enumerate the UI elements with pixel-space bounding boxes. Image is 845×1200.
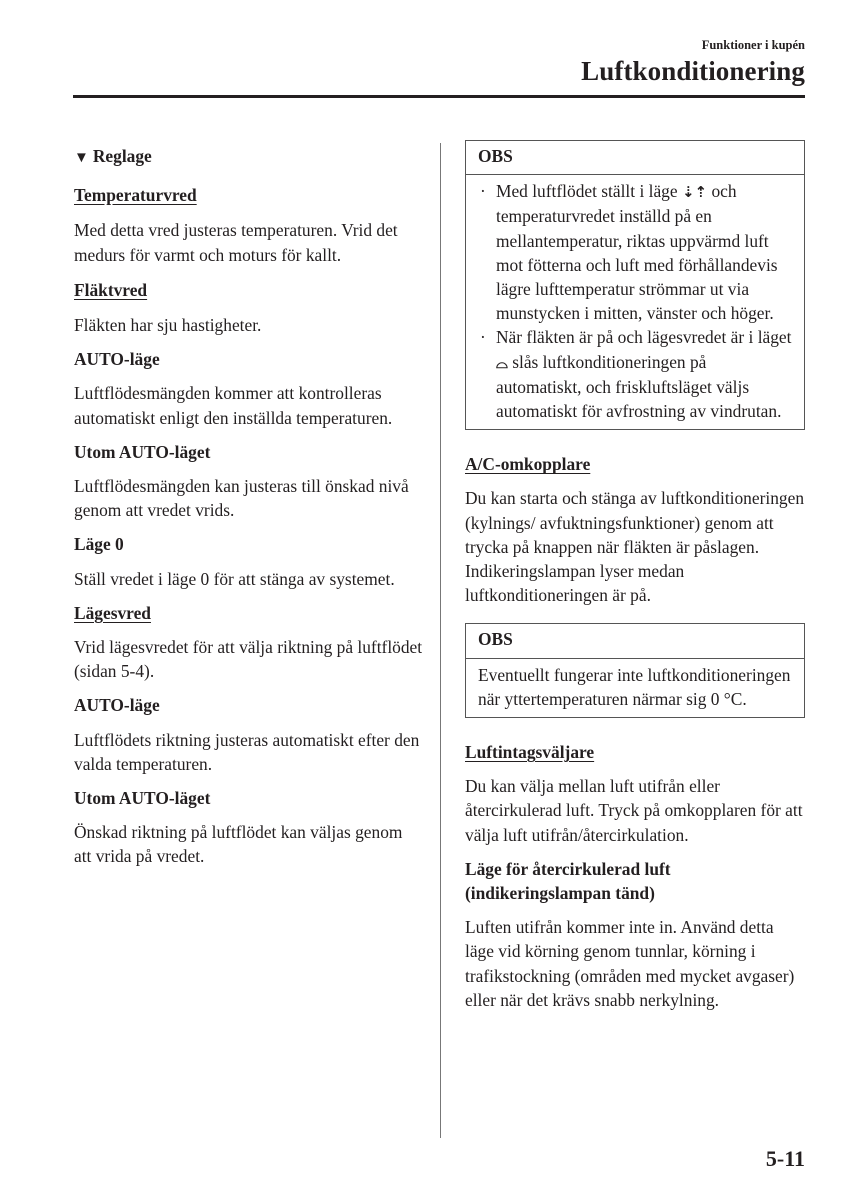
obs-box-2	[465, 623, 805, 718]
section-subtitle: Funktioner i kupén	[701, 38, 805, 52]
outside-auto-title: Utom AUTO-läget	[74, 441, 211, 462]
intake-selector-text: Du kan välja mellan luft utifrån eller återcirkulerad luft. Tryck på omkopplaren för att välja luft utifrån/återcirkulation.	[465, 776, 803, 845]
auto-mode-2-text: Luftflödets riktning justeras automatiskt efter den valda temperaturen.	[74, 729, 420, 774]
ac-switch-text: Du kan starta och stänga av luftkonditioneringen (kylnings/ avfuktningsfunktioner) genom att trycka på knappen när fläkten är påslagen. Indikeringslampan lyser medan luftkonditioneringen är på.	[465, 488, 805, 606]
bullet-dot-icon: ·	[480, 181, 486, 202]
feet-face-airflow-icon: ⇣⇡	[681, 183, 708, 202]
ac-switch-title: A/C-omkopplare	[465, 454, 591, 475]
obs-bullet-2: · När fläkten är på och lägesvredet är i läget ⌓ slås luftkonditioneringen på automatiskt, och friskluftsläget väljs automatiskt för avfrostning av vindrutan.	[478, 325, 792, 423]
obs-box-2-text: Eventuellt fungerar inte luftkonditioneringen när yttertemperaturen närmar sig 0 °C.	[478, 664, 791, 709]
mode-selector-title: Lägesvred	[74, 602, 151, 623]
mode-zero-text: Ställ vredet i läge 0 för att stänga av systemet.	[74, 568, 395, 589]
page-title: Luftkonditionering	[581, 56, 805, 86]
temp-dial-title: Temperaturvred	[74, 185, 197, 206]
obs-bullet-1: · Med luftflödet ställt i läge ⇣⇡ och temperaturvredet inställd på en mellantemperatur, riktas uppvärmd luft mot fötterna och luft med förhållandevis lägre lufttemperatur strömmar ut via munstycken i mitten, vänster och höger.	[478, 179, 792, 325]
bullet-dot-icon: ·	[480, 327, 486, 348]
left-column	[74, 140, 424, 869]
defrost-icon: ⌓	[496, 353, 508, 372]
triangle-down-icon: ▼	[74, 150, 89, 166]
outside-auto-2-title: Utom AUTO-läget	[74, 788, 211, 809]
auto-mode-2-title: AUTO-läge	[74, 695, 160, 716]
fan-dial-title: Fläktvred	[74, 279, 148, 300]
mode-zero-title: Läge 0	[74, 534, 124, 555]
obs-box-1	[465, 140, 805, 430]
auto-mode-title: AUTO-läge	[74, 349, 160, 370]
mode-selector-text: Vrid lägesvredet för att välja riktning på luftflödet (sidan 5-4).	[74, 637, 423, 682]
outside-auto-text: Luftflödesmängden kan justeras till önskad nivå genom att vredet vrids.	[74, 476, 409, 521]
outside-auto-2-text: Önskad riktning på luftflödet kan väljas genom att vrida på vredet.	[74, 822, 403, 867]
header-rule	[73, 95, 805, 98]
fan-dial-text: Fläkten har sju hastigheter.	[74, 315, 262, 336]
page-number: 5-11	[765, 1146, 805, 1171]
controls-heading: ▼ Reglage	[74, 146, 152, 166]
obs-box-1-heading: OBS	[466, 141, 804, 175]
recirc-mode-text: Luften utifrån kommer inte in. Använd detta läge vid körning genom tunnlar, körning i trafikstockning (områden med mycket avgaser) eller när det krävs snabb nerkylning.	[465, 917, 795, 1010]
intake-selector-title: Luftintagsväljare	[465, 742, 595, 763]
right-column	[465, 140, 805, 1012]
auto-mode-text: Luftflödesmängden kommer att kontrolleras automatiskt enligt den inställda temperaturen.	[74, 383, 393, 428]
column-divider	[440, 143, 441, 1138]
temp-dial-text: Med detta vred justeras temperaturen. Vrid det medurs för varmt och moturs för kallt.	[74, 220, 398, 265]
obs-box-2-heading: OBS	[466, 624, 804, 658]
recirc-mode-title: Läge för återcirkulerad luft (indikeringslampan tänd)	[465, 858, 671, 904]
